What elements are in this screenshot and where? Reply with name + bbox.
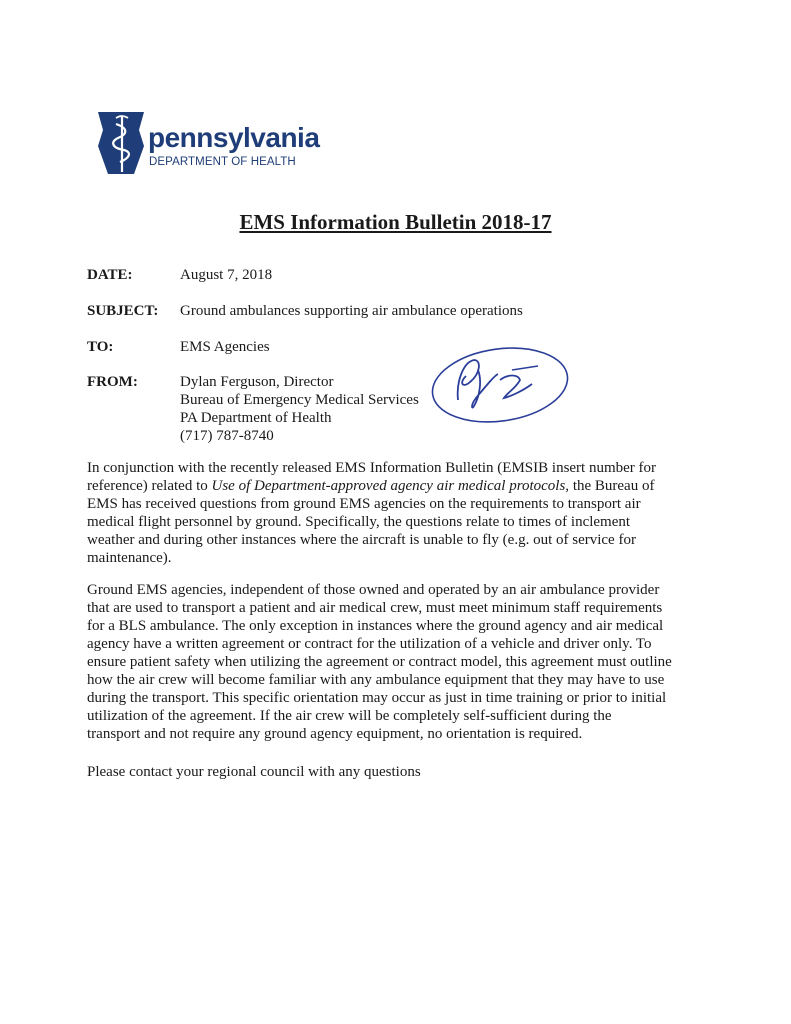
paragraph-intro [87, 459, 715, 567]
from-department: PA Department of Health [180, 410, 332, 426]
from-name: Dylan Ferguson, Director [180, 374, 334, 390]
page-title: EMS Information Bulletin 2018-17 [239, 210, 552, 234]
date-value: August 7, 2018 [180, 267, 273, 283]
paragraph-line: agency have a written agreement or contract for the utilization of a vehicle and driver only. To [87, 636, 652, 652]
paragraph-line: weather and during other instances where the aircraft is unable to fly (e.g. out of service for [87, 532, 636, 548]
signature-mark [428, 340, 578, 430]
paragraph-line [87, 477, 715, 495]
protocol-reference: Use of Department-approved agency air medical protocols, [211, 478, 570, 494]
paragraph-line: during the transport. This specific orientation may occur as just in time training or prior to initial [87, 690, 667, 706]
paragraph-requirements [87, 581, 715, 743]
pa-health-logo [96, 108, 336, 180]
subject-label: SUBJECT: [87, 303, 159, 319]
from-phone: (717) 787-8740 [180, 428, 274, 444]
closing-line: Please contact your regional council with any questions [87, 764, 421, 780]
keystone-caduceus-icon [96, 108, 146, 178]
subject-value: Ground ambulances supporting air ambulance operations [180, 303, 523, 319]
paragraph-line: Ground EMS agencies, independent of those owned and operated by an air ambulance provider [87, 582, 660, 598]
from-bureau: Bureau of Emergency Medical Services [180, 392, 419, 408]
paragraph-line: utilization of the agreement. If the air crew will be completely self-sufficient during the [87, 708, 612, 724]
paragraph-line: In conjunction with the recently released EMS Information Bulletin (EMSIB insert number for [87, 460, 657, 476]
date-label: DATE: [87, 267, 133, 283]
paragraph-line: EMS has received questions from ground EMS agencies on the requirements to transport air [87, 496, 641, 512]
paragraph-line: medical flight personnel by ground. Specifically, the questions relate to times of inclement [87, 514, 631, 530]
paragraph-line: maintenance). [87, 550, 172, 566]
logo-department: DEPARTMENT OF HEALTH [149, 156, 296, 168]
text-run: the Bureau of [569, 478, 655, 494]
logo-wordmark: pennsylvania [148, 122, 320, 153]
paragraph-line: transport and not require any ground agency equipment, no orientation is required. [87, 726, 583, 742]
paragraph-line: for a BLS ambulance. The only exception in instances where the ground agency and air medical [87, 618, 664, 634]
paragraph-line: ensure patient safety when utilizing the agreement or contract model, this agreement must outline [87, 654, 672, 670]
to-value: EMS Agencies [180, 339, 270, 355]
from-label: FROM: [87, 374, 138, 390]
paragraph-line: that are used to transport a patient and air medical crew, must meet minimum staff requirements [87, 600, 663, 616]
text-run: reference) related to [87, 478, 212, 494]
to-label: TO: [87, 339, 114, 355]
paragraph-line: how the air crew will become familiar with any ambulance equipment that they may have to use [87, 672, 665, 688]
